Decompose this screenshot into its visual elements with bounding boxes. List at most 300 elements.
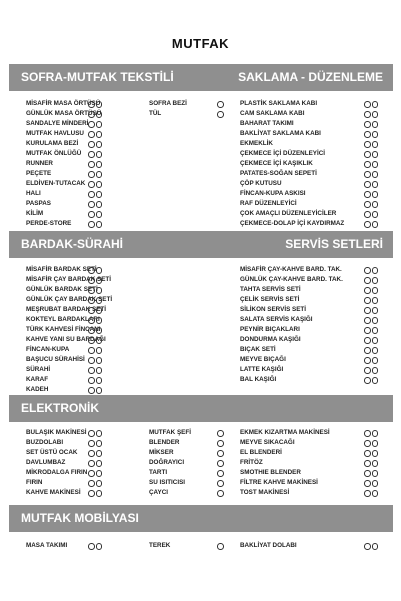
- checkbox-group: [88, 211, 102, 218]
- item-label: MİKRODALGA FIRIN: [26, 469, 88, 476]
- checkbox-circle[interactable]: [217, 480, 224, 487]
- item-label: SMOTHIE BLENDER: [240, 469, 301, 476]
- checkbox-group: [88, 327, 102, 334]
- item-column: [149, 541, 234, 551]
- checkbox-group: [364, 151, 378, 158]
- checkbox-group: [364, 141, 378, 148]
- checkbox-circle[interactable]: [372, 211, 379, 218]
- checkbox-circle[interactable]: [96, 327, 103, 334]
- checkbox-circle[interactable]: [372, 470, 379, 477]
- checkbox-group: [364, 101, 378, 108]
- item-label: PERDE-STORE: [26, 220, 72, 227]
- item-label: TAHTA SERVİS SETİ: [240, 286, 301, 293]
- checkbox-circle[interactable]: [88, 151, 95, 158]
- checkbox-circle[interactable]: [96, 221, 103, 228]
- checkbox-circle[interactable]: [96, 367, 103, 374]
- checkbox-circle[interactable]: [96, 211, 103, 218]
- checkbox-circle[interactable]: [364, 101, 371, 108]
- checkbox-circle[interactable]: [364, 221, 371, 228]
- checkbox-circle[interactable]: [88, 470, 95, 477]
- checkbox-group: [88, 171, 102, 178]
- checkbox-circle[interactable]: [372, 297, 379, 304]
- checkbox-group: [364, 287, 378, 294]
- checkbox-circle[interactable]: [96, 337, 103, 344]
- list-item: [26, 149, 136, 159]
- checkbox-circle[interactable]: [88, 387, 95, 394]
- checkbox-circle[interactable]: [364, 181, 371, 188]
- item-label: ÇAYCI: [149, 489, 169, 496]
- checkbox-circle[interactable]: [364, 191, 371, 198]
- checkbox-circle[interactable]: [96, 450, 103, 457]
- checkbox-circle[interactable]: [372, 191, 379, 198]
- checkbox-circle[interactable]: [96, 480, 103, 487]
- checkbox-circle[interactable]: [364, 347, 371, 354]
- checkbox-group: [364, 367, 378, 374]
- checkbox-circle[interactable]: [372, 490, 379, 497]
- item-label: ÇEKMECE İÇİ DÜZENLEYİCİ: [240, 150, 326, 157]
- checkbox-circle[interactable]: [372, 347, 379, 354]
- section-header: [9, 231, 393, 258]
- checkbox-circle[interactable]: [372, 277, 379, 284]
- item-label: MİSAFİR MASA ÖRTÜSÜ: [26, 100, 101, 107]
- checkbox-circle[interactable]: [88, 480, 95, 487]
- list-item: [26, 159, 136, 169]
- item-label: SOFRA BEZİ: [149, 100, 187, 107]
- checkbox-circle[interactable]: [96, 101, 103, 108]
- item-label: SİLİKON SERVİS SETİ: [240, 306, 307, 313]
- checkbox-group: [364, 440, 378, 447]
- item-label: KİLİM: [26, 210, 44, 217]
- checkbox-group: [88, 221, 102, 228]
- checkbox-circle[interactable]: [88, 141, 95, 148]
- checkbox-group: [364, 347, 378, 354]
- checkbox-circle[interactable]: [88, 131, 95, 138]
- checkbox-group: [88, 297, 102, 304]
- item-label: MUTFAK ŞEFİ: [149, 429, 191, 436]
- list-item: [240, 275, 390, 285]
- list-item: [26, 139, 136, 149]
- checkbox-circle[interactable]: [88, 161, 95, 168]
- list-item: [240, 99, 390, 109]
- item-column: [240, 99, 390, 229]
- checkbox-group: [364, 191, 378, 198]
- checkbox-circle[interactable]: [217, 543, 224, 550]
- checkbox-circle[interactable]: [372, 201, 379, 208]
- item-label: BLENDER: [149, 439, 180, 446]
- checkbox-circle[interactable]: [372, 543, 379, 550]
- checkbox-group: [88, 267, 102, 274]
- checkbox-circle[interactable]: [88, 267, 95, 274]
- checkbox-circle[interactable]: [364, 297, 371, 304]
- item-label: CAM SAKLAMA KABI: [240, 110, 305, 117]
- checkbox-group: [364, 317, 378, 324]
- checkbox-circle[interactable]: [372, 131, 379, 138]
- checkbox-circle[interactable]: [96, 151, 103, 158]
- checkbox-circle[interactable]: [364, 267, 371, 274]
- checkbox-circle[interactable]: [96, 287, 103, 294]
- checkbox-circle[interactable]: [217, 111, 224, 118]
- checkbox-group: [364, 267, 378, 274]
- checkbox-group: [217, 101, 224, 108]
- item-label: ÇOK AMAÇLI DÜZENLEYİCİLER: [240, 210, 337, 217]
- checkbox-circle[interactable]: [88, 287, 95, 294]
- item-label: MEŞRUBAT BARDAK SETİ: [26, 306, 106, 313]
- checkbox-circle[interactable]: [96, 490, 103, 497]
- checkbox-circle[interactable]: [96, 161, 103, 168]
- item-label: MİKSER: [149, 449, 174, 456]
- checkbox-circle[interactable]: [364, 367, 371, 374]
- list-item: [26, 285, 136, 295]
- item-column: [26, 428, 136, 498]
- checkbox-circle[interactable]: [364, 131, 371, 138]
- checkbox-circle[interactable]: [88, 277, 95, 284]
- checkbox-circle[interactable]: [364, 121, 371, 128]
- checkbox-circle[interactable]: [372, 317, 379, 324]
- checkbox-group: [88, 287, 102, 294]
- checkbox-circle[interactable]: [372, 460, 379, 467]
- checkbox-circle[interactable]: [96, 297, 103, 304]
- checkbox-circle[interactable]: [372, 440, 379, 447]
- checkbox-circle[interactable]: [372, 267, 379, 274]
- checkbox-group: [364, 327, 378, 334]
- checkbox-circle[interactable]: [96, 141, 103, 148]
- checkbox-circle[interactable]: [372, 111, 379, 118]
- item-label: SU ISITICISI: [149, 479, 186, 486]
- checkbox-group: [88, 151, 102, 158]
- checkbox-circle[interactable]: [372, 171, 379, 178]
- list-item: [26, 265, 136, 275]
- checkbox-circle[interactable]: [96, 460, 103, 467]
- item-label: MİSAFİR BARDAK SETİ: [26, 266, 97, 273]
- list-item: [149, 99, 234, 109]
- checkbox-circle[interactable]: [88, 221, 95, 228]
- item-label: GÜNLÜK ÇAY BARDAK SETİ: [26, 296, 113, 303]
- checkbox-circle[interactable]: [96, 470, 103, 477]
- checkbox-circle[interactable]: [364, 470, 371, 477]
- checkbox-circle[interactable]: [364, 141, 371, 148]
- checkbox-circle[interactable]: [96, 543, 103, 550]
- item-label: BAKLİYAT SAKLAMA KABI: [240, 130, 321, 137]
- checkbox-circle[interactable]: [96, 317, 103, 324]
- checkbox-circle[interactable]: [88, 337, 95, 344]
- list-item: [26, 209, 136, 219]
- list-item: [149, 541, 234, 551]
- checkbox-circle[interactable]: [88, 367, 95, 374]
- checkbox-circle[interactable]: [88, 317, 95, 324]
- checkbox-group: [364, 181, 378, 188]
- list-item: [149, 488, 234, 498]
- checkbox-circle[interactable]: [96, 430, 103, 437]
- checkbox-circle[interactable]: [88, 111, 95, 118]
- item-label: EL BLENDERİ: [240, 449, 282, 456]
- item-label: KAHVE YANI SU BARDAĞI: [26, 336, 106, 343]
- checkbox-circle[interactable]: [88, 307, 95, 314]
- item-label: KAHVE MAKİNESİ: [26, 489, 81, 496]
- list-item: [26, 355, 136, 365]
- checkbox-circle[interactable]: [96, 111, 103, 118]
- list-item: [26, 219, 136, 229]
- checkbox-circle[interactable]: [96, 387, 103, 394]
- checkbox-group: [88, 277, 102, 284]
- checkbox-circle[interactable]: [88, 347, 95, 354]
- item-label: TEREK: [149, 542, 171, 549]
- list-item: [240, 448, 390, 458]
- checkbox-group: [88, 377, 102, 384]
- item-label: BIÇAK SETİ: [240, 346, 276, 353]
- checkbox-circle[interactable]: [96, 440, 103, 447]
- item-label: MİSAFİR ÇAY-KAHVE BARD. TAK.: [240, 266, 342, 273]
- checkbox-group: [88, 121, 102, 128]
- checkbox-circle[interactable]: [88, 297, 95, 304]
- list-item: [240, 169, 390, 179]
- checkbox-circle[interactable]: [372, 377, 379, 384]
- checkbox-circle[interactable]: [372, 151, 379, 158]
- item-label: MUTFAK HAVLUSU: [26, 130, 84, 137]
- checkbox-circle[interactable]: [364, 377, 371, 384]
- item-label: ÇELİK SERVİS SETİ: [240, 296, 300, 303]
- checkbox-circle[interactable]: [364, 171, 371, 178]
- checkbox-circle[interactable]: [364, 211, 371, 218]
- checkbox-circle[interactable]: [364, 317, 371, 324]
- list-item: [240, 541, 390, 551]
- checkbox-circle[interactable]: [88, 327, 95, 334]
- checkbox-circle[interactable]: [96, 171, 103, 178]
- list-item: [26, 375, 136, 385]
- item-label: KARAF: [26, 376, 49, 383]
- list-item: [26, 295, 136, 305]
- checkbox-circle[interactable]: [96, 191, 103, 198]
- checkbox-circle[interactable]: [372, 357, 379, 364]
- item-column: [149, 428, 234, 498]
- item-label: FİNCAN-KUPA: [26, 346, 70, 353]
- checkbox-circle[interactable]: [96, 181, 103, 188]
- item-label: KOKTEYL BARDAKLARI: [26, 316, 100, 323]
- checkbox-circle[interactable]: [372, 450, 379, 457]
- checkbox-circle[interactable]: [88, 543, 95, 550]
- list-item: [240, 365, 390, 375]
- checkbox-group: [88, 347, 102, 354]
- list-item: [240, 189, 390, 199]
- checkbox-circle[interactable]: [372, 161, 379, 168]
- item-column: [149, 99, 234, 119]
- list-item: [26, 478, 136, 488]
- section-header: [9, 505, 393, 532]
- checkbox-circle[interactable]: [88, 201, 95, 208]
- item-column: [240, 541, 390, 551]
- list-item: [240, 119, 390, 129]
- checkbox-circle[interactable]: [88, 191, 95, 198]
- checkbox-group: [364, 480, 378, 487]
- checkbox-circle[interactable]: [372, 181, 379, 188]
- checkbox-circle[interactable]: [364, 161, 371, 168]
- checkbox-group: [217, 470, 224, 477]
- checkbox-group: [88, 367, 102, 374]
- checkbox-circle[interactable]: [372, 121, 379, 128]
- checkbox-group: [364, 297, 378, 304]
- list-item: [26, 335, 136, 345]
- checkbox-circle[interactable]: [364, 480, 371, 487]
- checkbox-group: [217, 430, 224, 437]
- checkbox-circle[interactable]: [217, 460, 224, 467]
- checkbox-circle[interactable]: [217, 440, 224, 447]
- checkbox-circle[interactable]: [96, 131, 103, 138]
- checkbox-group: [364, 111, 378, 118]
- list-item: [26, 345, 136, 355]
- checkbox-circle[interactable]: [217, 430, 224, 437]
- list-item: [240, 438, 390, 448]
- checkbox-circle[interactable]: [372, 287, 379, 294]
- checkbox-group: [217, 111, 224, 118]
- checkbox-circle[interactable]: [88, 171, 95, 178]
- checkbox-circle[interactable]: [96, 347, 103, 354]
- checkbox-group: [88, 337, 102, 344]
- checkbox-circle[interactable]: [88, 440, 95, 447]
- checkbox-circle[interactable]: [364, 460, 371, 467]
- section-title-right: SERVİS SETLERİ: [285, 237, 383, 251]
- checkbox-circle[interactable]: [88, 377, 95, 384]
- checkbox-group: [364, 430, 378, 437]
- checkbox-circle[interactable]: [364, 430, 371, 437]
- checkbox-circle[interactable]: [364, 277, 371, 284]
- checkbox-group: [217, 440, 224, 447]
- checkbox-group: [364, 131, 378, 138]
- item-label: EKMEK KIZARTMA MAKİNESİ: [240, 429, 330, 436]
- checkbox-circle[interactable]: [364, 357, 371, 364]
- checkbox-group: [88, 191, 102, 198]
- checkbox-circle[interactable]: [364, 450, 371, 457]
- list-item: [240, 428, 390, 438]
- checkbox-circle[interactable]: [372, 221, 379, 228]
- checkbox-group: [364, 277, 378, 284]
- checkbox-circle[interactable]: [372, 337, 379, 344]
- checkbox-group: [364, 490, 378, 497]
- checkbox-circle[interactable]: [88, 460, 95, 467]
- checkbox-circle[interactable]: [88, 357, 95, 364]
- section-header: [9, 395, 393, 422]
- checkbox-circle[interactable]: [364, 337, 371, 344]
- checkbox-circle[interactable]: [364, 201, 371, 208]
- list-item: [26, 305, 136, 315]
- checkbox-circle[interactable]: [96, 201, 103, 208]
- checkbox-circle[interactable]: [364, 327, 371, 334]
- checkbox-circle[interactable]: [96, 307, 103, 314]
- checkbox-circle[interactable]: [364, 307, 371, 314]
- list-item: [149, 458, 234, 468]
- section-title: SOFRA-MUTFAK TEKSTİLİ: [21, 70, 174, 84]
- list-item: [26, 129, 136, 139]
- checkbox-circle[interactable]: [96, 277, 103, 284]
- list-item: [26, 541, 136, 551]
- list-item: [26, 468, 136, 478]
- checkbox-circle[interactable]: [88, 450, 95, 457]
- checkbox-circle[interactable]: [88, 181, 95, 188]
- list-item: [240, 305, 390, 315]
- item-label: FİLTRE KAHVE MAKİNESİ: [240, 479, 318, 486]
- list-item: [240, 219, 390, 229]
- checkbox-group: [88, 430, 102, 437]
- list-item: [240, 325, 390, 335]
- checkbox-group: [88, 357, 102, 364]
- checkbox-circle[interactable]: [88, 121, 95, 128]
- item-label: SANDALYE MİNDERİ: [26, 120, 89, 127]
- item-label: PLASTİK SAKLAMA KABI: [240, 100, 318, 107]
- checkbox-circle[interactable]: [364, 151, 371, 158]
- item-label: MEYVE BIÇAĞI: [240, 356, 286, 363]
- checkbox-group: [88, 161, 102, 168]
- checkbox-group: [88, 307, 102, 314]
- checkbox-group: [217, 543, 224, 550]
- checkbox-circle[interactable]: [372, 430, 379, 437]
- checkbox-circle[interactable]: [372, 141, 379, 148]
- checkbox-circle[interactable]: [96, 121, 103, 128]
- list-item: [26, 119, 136, 129]
- list-item: [149, 448, 234, 458]
- checkbox-circle[interactable]: [372, 367, 379, 374]
- checkbox-group: [364, 543, 378, 550]
- checkbox-circle[interactable]: [217, 470, 224, 477]
- item-label: MİSAFİR ÇAY BARDAK SETİ: [26, 276, 112, 283]
- checkbox-circle[interactable]: [88, 430, 95, 437]
- checkbox-circle[interactable]: [88, 490, 95, 497]
- checkbox-circle[interactable]: [96, 377, 103, 384]
- list-item: [149, 478, 234, 488]
- checkbox-group: [364, 377, 378, 384]
- checkbox-circle[interactable]: [364, 287, 371, 294]
- checkbox-group: [88, 387, 102, 394]
- checkbox-circle[interactable]: [217, 101, 224, 108]
- checkbox-group: [364, 337, 378, 344]
- checkbox-circle[interactable]: [364, 111, 371, 118]
- item-label: HALI: [26, 190, 41, 197]
- list-item: [26, 325, 136, 335]
- checkbox-circle[interactable]: [372, 327, 379, 334]
- item-label: FIRIN: [26, 479, 43, 486]
- checkbox-circle[interactable]: [372, 480, 379, 487]
- item-label: BAHARAT TAKIMI: [240, 120, 294, 127]
- checkbox-circle[interactable]: [364, 440, 371, 447]
- checkbox-circle[interactable]: [88, 211, 95, 218]
- checkbox-circle[interactable]: [372, 307, 379, 314]
- list-item: [240, 488, 390, 498]
- checkbox-circle[interactable]: [372, 101, 379, 108]
- checkbox-circle[interactable]: [364, 490, 371, 497]
- checkbox-group: [364, 357, 378, 364]
- list-item: [240, 265, 390, 275]
- item-label: BUZDOLABI: [26, 439, 64, 446]
- checkbox-group: [364, 470, 378, 477]
- checkbox-group: [88, 111, 102, 118]
- checkbox-group: [364, 221, 378, 228]
- item-label: DOĞRAYICI: [149, 459, 185, 466]
- checkbox-group: [364, 450, 378, 457]
- checkbox-circle[interactable]: [96, 267, 103, 274]
- item-label: PEYNİR BIÇAKLARI: [240, 326, 300, 333]
- item-label: SÜRAHİ: [26, 366, 51, 373]
- item-label: GÜNLÜK BARDAK SETİ: [26, 286, 98, 293]
- list-item: [240, 315, 390, 325]
- list-item: [26, 169, 136, 179]
- checkbox-circle[interactable]: [364, 543, 371, 550]
- checkbox-circle[interactable]: [88, 101, 95, 108]
- checkbox-circle[interactable]: [217, 490, 224, 497]
- list-item: [26, 488, 136, 498]
- item-label: ÇEKMECE-DOLAP İÇİ KAYDIRMAZ: [240, 220, 345, 227]
- item-label: RUNNER: [26, 160, 53, 167]
- checkbox-circle[interactable]: [96, 357, 103, 364]
- item-label: KADEH: [26, 386, 49, 393]
- checkbox-circle[interactable]: [217, 450, 224, 457]
- item-label: BULAŞIK MAKİNESİ: [26, 429, 87, 436]
